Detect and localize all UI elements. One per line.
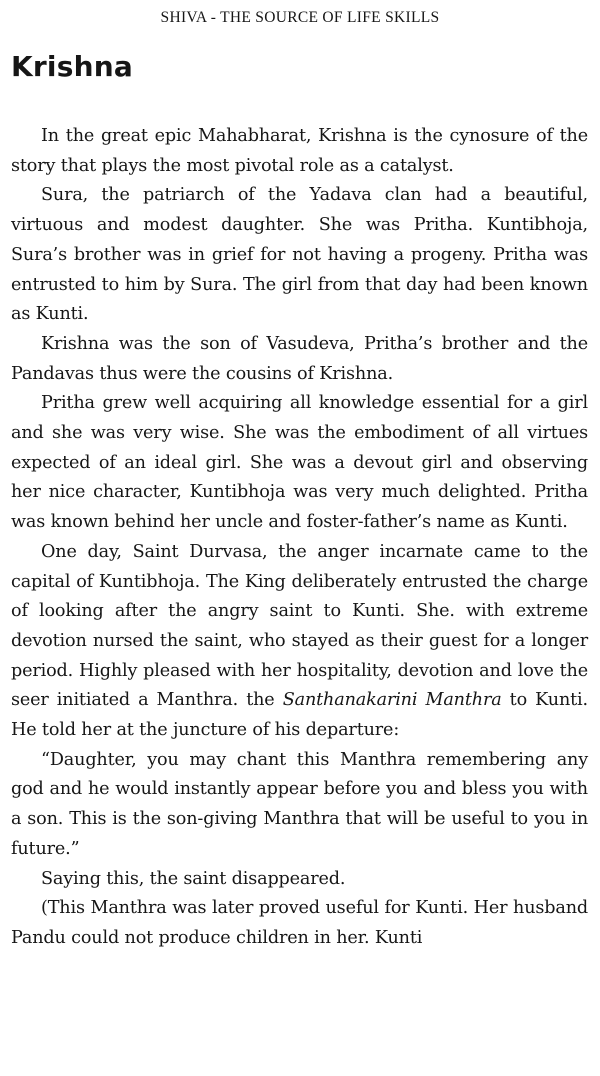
paragraph-krishna-intro: In the great epic Mahabharat, Krishna is the cynosure of the story that plays the most pivotal role as a catalyst. [11, 126, 588, 176]
body-text [11, 122, 588, 954]
paragraph-saint-quote: “Daughter, you may chant this Manthra remembering any god and he would instantly appear before you and bless you with a son. This is the son-giving Manthra that will be useful to you in future.” [11, 749, 588, 859]
paragraph-durvasa-text: One day, Saint Durvasa, the anger incarnate came to the capital of Kuntibhoja. The King deliberately entrusted the charge of looking after the angry saint to Kunti. She. with extreme devotion nursed the saint, who stayed as their guest for a longer period. Highly pleased with her hospitality, devotion and love the seer initiated a Manthra. the [11, 541, 588, 711]
chapter-title: Krishna [11, 50, 133, 83]
paragraph-durvasa-text-end: to Kunti. He told her at the juncture of his departure: [11, 690, 588, 741]
paragraph-vasudeva: Krishna was the son of Vasudeva, Pritha’s brother and the Pandavas thus were the cousins of Krishna. [11, 333, 588, 384]
paragraph-saint-disappeared: Saying this, the saint disappeared. [41, 868, 346, 889]
running-head: SHIVA - THE SOURCE OF LIFE SKILLS [160, 9, 440, 26]
manthra-name: Santhanakarini Manthra [282, 690, 502, 711]
paragraph-manthra-note: (This Manthra was later proved useful for Kunti. Her husband Pandu could not produce children in her. Kunti [11, 898, 588, 948]
paragraph-durvasa [11, 538, 588, 746]
paragraph-sura-pritha: Sura, the patriarch of the Yadava clan had a beautiful, virtuous and modest daughter. She was Pritha. Kuntibhoja, Sura’s brother was in grief for not having a progeny. Pritha was entrusted to him by Sura. The girl from that day had been known as Kunti. [11, 185, 588, 325]
paragraph-pritha-virtues: Pritha grew well acquiring all knowledge essential for a girl and she was very wise. She was the embodiment of all virtues expected of an ideal girl. She was a devout girl and observing her nice character, Kuntibhoja was very much delighted. Pritha was known behind her uncle and foster-father’s name as Kunti. [11, 393, 588, 533]
